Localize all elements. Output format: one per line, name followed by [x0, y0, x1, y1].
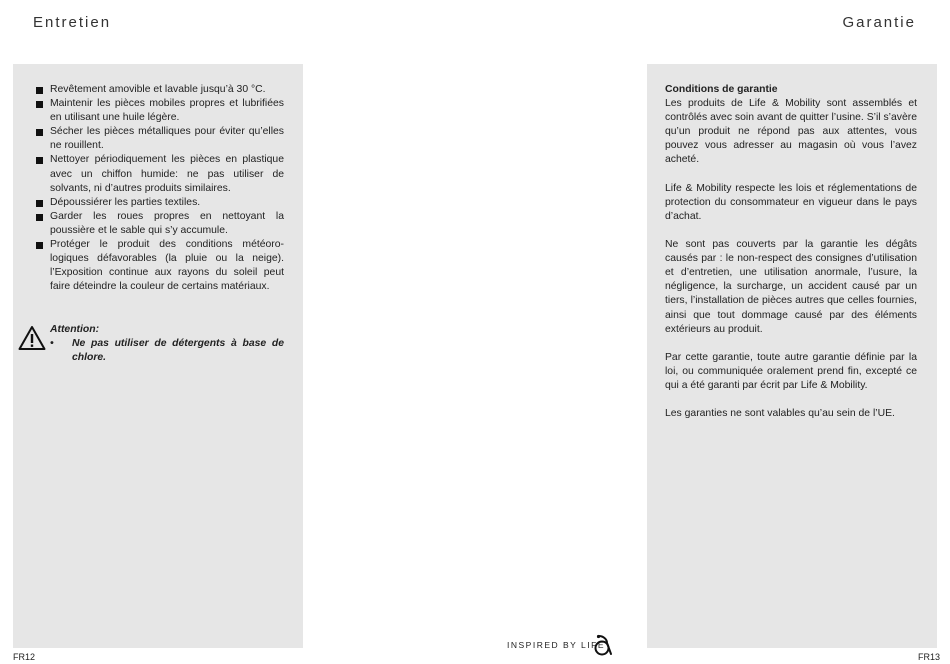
warranty-paragraph: Life & Mobility respecte les lois et réglementations de protection du consommateur en vigueur dans le pays d’achat.: [665, 182, 917, 222]
square-bullet-icon: [36, 87, 43, 94]
warranty-paragraph: Les produits de Life & Mobility sont assemblés et contrôlés avec soin avant de quitter l’usine. S’il s’avère qu’un produit ne répond pas aux attentes, vous pouvez vous adresser au magasin où vous l’avez acheté.: [665, 98, 917, 166]
list-item: Maintenir les pièces mobiles propres et lubrifiées en utilisant une huile légère.: [36, 97, 284, 125]
page-number-left: FR12: [13, 652, 36, 662]
warranty-paragraph: Ne sont pas couverts par la garantie les dégâts causés par : le non-respect des consignes d’utilisation et d’entretien, une utilisation anormale, l’usure, la négligence, la surcharge, un accident causé par un tiers, l’installation de pièces autres que celles fournies, ainsi que tout dommage causé par des éléments extérieurs au produit.: [665, 239, 917, 335]
page-number-right: FR13: [918, 652, 941, 662]
square-bullet-icon: [36, 200, 43, 207]
maintenance-list: [36, 83, 284, 294]
warranty-content: [665, 83, 917, 435]
right-page-title: Garantie: [842, 14, 916, 31]
square-bullet-icon: [36, 214, 43, 221]
list-item: Protéger le produit des conditions météoro-logiques défavorables (la pluie ou la neige). l’Exposition continue aux rayons du soleil peut faire déteindre la couleur de certains matériaux.: [36, 238, 284, 294]
brand-tagline: INSPIRED BY LIFE: [507, 640, 606, 650]
attention-title: Attention:: [50, 324, 100, 335]
life-mobility-logo-icon: [593, 634, 613, 656]
warranty-paragraph: Par cette garantie, toute autre garantie définie par la loi, ou communiquée oralement prend fin, excepté ce qui a été garanti par écrit par Life & Mobility.: [665, 351, 917, 391]
list-item: Dépoussiérer les parties textiles.: [36, 196, 284, 210]
square-bullet-icon: [36, 129, 43, 136]
bullet-icon: •: [50, 338, 54, 350]
list-item: Garder les roues propres en nettoyant la poussière et le sable qui s’y accumule.: [36, 210, 284, 238]
square-bullet-icon: [36, 101, 43, 108]
conditions-title: Conditions de garantie: [665, 84, 778, 95]
attention-item: • Ne pas utiliser de détergents à base de chlore.: [50, 338, 284, 364]
list-item: Nettoyer périodiquement les pièces en plastique avec un chiffon humide: ne pas utiliser de solvants, ni d’autres produits similaires.: [36, 153, 284, 195]
list-item: Sécher les pièces métalliques pour éviter qu’elles ne rouillent.: [36, 125, 284, 153]
warning-icon: [18, 325, 46, 351]
left-page-title: Entretien: [33, 14, 112, 31]
square-bullet-icon: [36, 157, 43, 164]
warranty-paragraph: Les garanties ne sont valables qu’au sein de l’UE.: [665, 408, 895, 420]
list-item: Revêtement amovible et lavable jusqu’à 30 °C.: [36, 83, 284, 97]
square-bullet-icon: [36, 242, 43, 249]
